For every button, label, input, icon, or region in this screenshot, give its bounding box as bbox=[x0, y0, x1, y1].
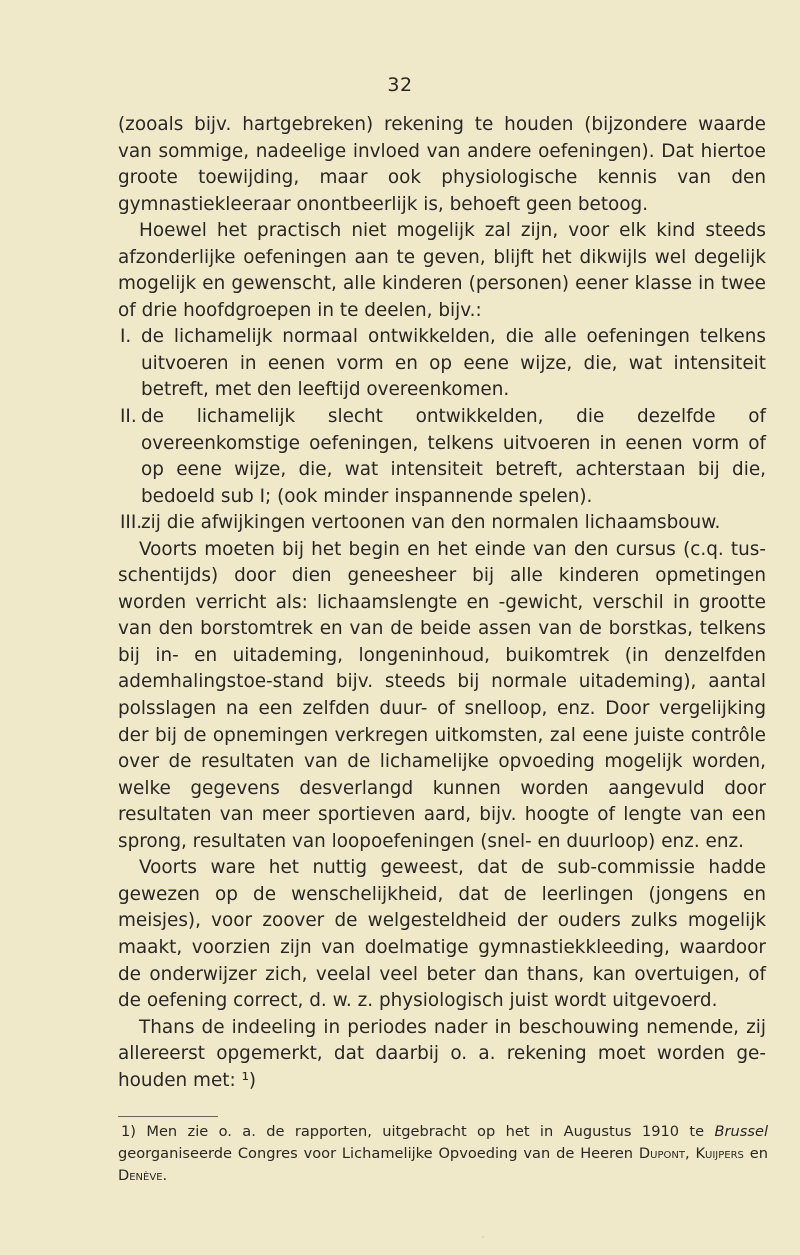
footnote-text-a: Men zie o. a. de rapporten, uitgebracht op het in Augustus 1910 te bbox=[146, 1123, 705, 1140]
page-number: 32 bbox=[387, 74, 413, 96]
paragraph-5 bbox=[118, 1015, 766, 1095]
paper-speck: ˊ bbox=[480, 1236, 485, 1247]
footnote-name-dupont: Dupont bbox=[638, 1145, 685, 1162]
paragraph-2: Hoewel het practisch niet mogelijk zal zijn, voor elk kind steeds afzonderlijke oefeningen aan te geven, blijft het dikwijls wel degelijk mogelijk en gewenscht, alle kinderen (personen) eener klasse in twee of drie hoofdgroepen in te deelen, bijv.: bbox=[118, 220, 766, 321]
footnote-name-deneve: Denève bbox=[118, 1167, 163, 1184]
footnote-city: Brussel bbox=[714, 1123, 769, 1140]
body-text bbox=[118, 112, 766, 1094]
footnote-name-kuijpers: Kuijpers bbox=[695, 1145, 744, 1162]
paragraph-5-text: Thans de indeeling in periodes nader in beschouwing nemende, zij allereerst opgemerkt, dat daarbij o. a. rekening moet worden ge-houden met: bbox=[118, 1016, 766, 1091]
footnote-divider bbox=[118, 1116, 218, 1117]
group-number: III. bbox=[120, 512, 143, 534]
group-item-3 bbox=[118, 510, 766, 537]
footnote-end: . bbox=[162, 1167, 168, 1184]
group-number: I. bbox=[120, 326, 132, 348]
footnote-text-c: en bbox=[749, 1145, 768, 1162]
footnote-marker: 1) bbox=[121, 1123, 136, 1140]
group-text: zij die afwijkingen vertoonen van den normalen lichaamsbouw. bbox=[141, 512, 721, 534]
paragraph-4: Voorts ware het nuttig geweest, dat de sub-commissie hadde gewezen op de wenschelijkheid, dat de leerlingen (jongens en meisjes), voor zoover de welgesteldheid der ouders zulks mogelijk maakt, voorzien zijn van doelmatige gymnastiekkleeding, waardoor de onderwijzer zich, veelal veel beter dan thans, kan overtuigen, of de oefening correct, d. w. z. physiologisch juist wordt uitgevoerd. bbox=[118, 857, 766, 1012]
group-text: de lichamelijk slecht ontwikkelden, die dezelfde of overeenkomstige oefeningen, telkens uitvoeren in eenen vorm of op eene wijze, die, wat intensiteit betreft, achterstaan bij die, bedoeld sub I; (ook minder inspannende spelen). bbox=[141, 406, 766, 507]
group-number: II. bbox=[120, 406, 137, 428]
group-item-2 bbox=[118, 404, 766, 510]
footnote bbox=[118, 1121, 768, 1187]
footnote-separator: , bbox=[684, 1145, 690, 1162]
group-text: de lichamelijk normaal ontwikkelden, die alle oefeningen telkens uitvoeren in eenen vorm en op eene wijze, die, wat intensiteit betreft, met den leeftijd overeenkomen. bbox=[141, 326, 766, 401]
paragraph-1: (zooals bijv. hartgebreken) rekening te houden (bijzondere waarde van sommige, nadeelige invloed van andere oefeningen). Dat hiertoe groote toewijding, maar ook physiologische kennis van den gymnastiekleeraar onontbeerlijk is, behoeft geen betoog. bbox=[118, 114, 766, 215]
footnote-reference: ¹) bbox=[241, 1069, 257, 1091]
paragraph-3: Voorts moeten bij het begin en het einde van den cursus (c.q. tus-schentijds) door dien geneesheer bij alle kinderen opmetingen worden verricht als: lichaamslengte en -gewicht, verschil in grootte van den borstomtrek en van de beide assen van de borstkas, telkens bij in- en uitademing, longeninhoud, buikomtrek (in denzelfden ademhalingstoe-stand bijv. steeds bij normale uitademing), aantal polsslagen na een zelfden duur- of snelloop, enz. Door vergelijking der bij de opnemingen verkregen uitkomsten, zal eene juiste contrôle over de resultaten van de lichamelijke opvoeding mogelijk worden, welke gegevens desverlangd kunnen worden aangevuld door resultaten van meer sportieven aard, bijv. hoogte of lengte van een sprong, resultaten van loopoefeningen (snel- en duurloop) enz. enz. bbox=[118, 538, 766, 852]
group-item-1 bbox=[118, 324, 766, 404]
footnote-text-b: georganiseerde Congres voor Lichamelijke Opvoeding van de Heeren bbox=[118, 1145, 634, 1162]
